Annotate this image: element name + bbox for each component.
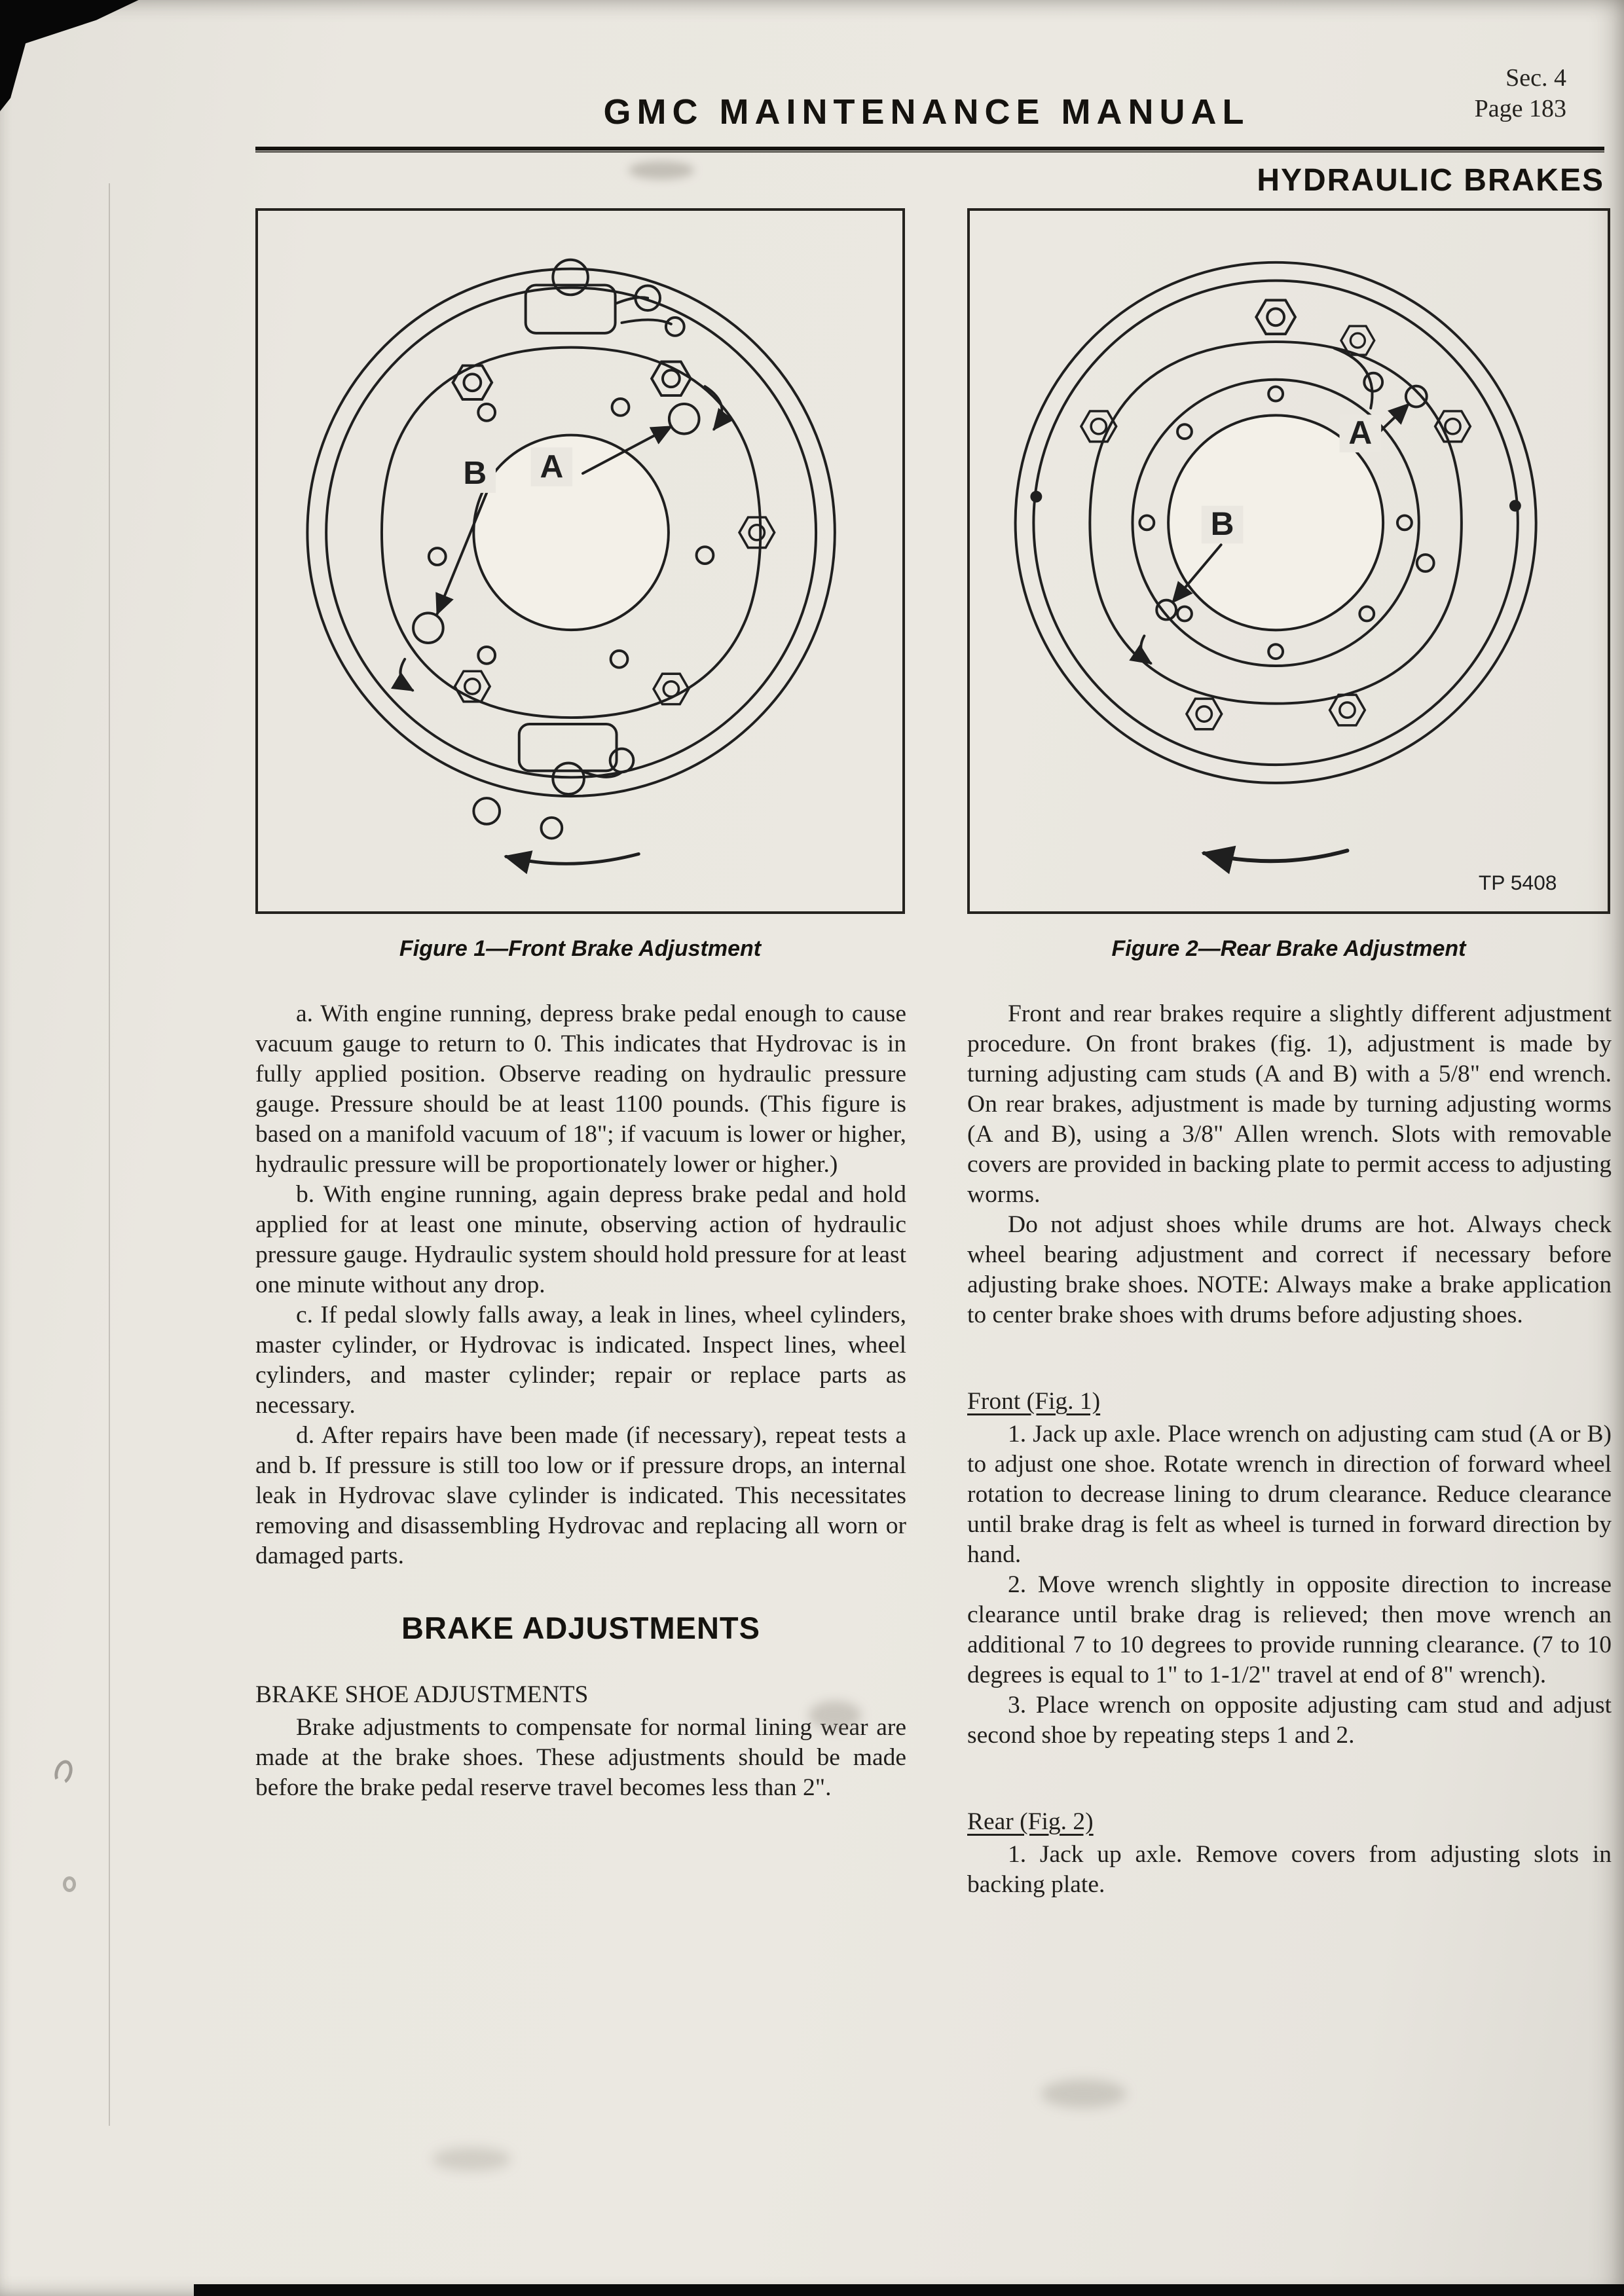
scan-smudge — [63, 1876, 76, 1892]
figure1-label-b: B — [463, 454, 487, 491]
scan-bottom-bar — [194, 2284, 1624, 2296]
scan-smudge — [52, 1758, 75, 1787]
para-intro: Front and rear brakes require a slightly different adjustment procedure. On front brakes (fig. 1), adjustment is made by turning adjusting cam studs (A and B) with a 5/8" end wrench. On rear brakes, adjustment is made by turning adjusting worms (A and B), using a 3/8" Allen wrench. Slots with removable covers are provided in backing plate to permit access to adjusting worms. — [967, 1000, 1612, 1208]
page-section-title: HYDRAULIC BRAKES — [1257, 163, 1604, 198]
scan-smudge — [432, 2147, 511, 2171]
header-rule — [255, 147, 1604, 153]
section-number: Sec. 4 — [1505, 64, 1566, 92]
para-step-d: d. After repairs have been made (if necessary), repeat tests a and b. If pressure is still too low or if pressure drops, an internal leak in Hydrovac slave cylinder is indicated. This necessitates removing and disassembling Hydrovac and replacing all worn or damaged parts. — [255, 1422, 906, 1569]
scan-smudge — [629, 161, 694, 179]
brake-adjustments-heading: BRAKE ADJUSTMENTS — [401, 1611, 760, 1645]
brake-shoe-adjustments-subheading: BRAKE SHOE ADJUSTMENTS — [255, 1681, 589, 1708]
scan-corner-mark — [0, 0, 151, 111]
left-column — [255, 999, 906, 1803]
front-fig1-heading: Front (Fig. 1) — [967, 1388, 1101, 1415]
para-step-a: a. With engine running, depress brake pedal enough to cause vacuum gauge to return to 0. This indicates that Hydrovac is in fully applied position. Observe reading on hydraulic pressure gauge. Pressure should be at least 1100 pounds. (This figure is based on a manifold vacuum of 18"; if vacuum is lower or higher, hydraulic pressure will be proportionately lower or higher.) — [255, 1000, 906, 1178]
para-brake-shoe: Brake adjustments to compensate for normal lining wear are made at the brake shoes. These adjustments should be made before the brake pedal reserve travel becomes less than 2". — [255, 1714, 906, 1801]
figure2-label-a: A — [1348, 414, 1373, 452]
rear-brake-figure — [967, 208, 1610, 914]
figure1-label-a: A — [540, 448, 564, 485]
figure1-caption: Figure 1—Front Brake Adjustment — [399, 936, 762, 961]
figure2-caption: Figure 2—Rear Brake Adjustment — [1111, 936, 1466, 961]
para-step-b: b. With engine running, again depress brake pedal and hold applied for at least one minute, observing action of hydraulic pressure gauge. Hydraulic system should hold pressure for at least one minute without any drop. — [255, 1181, 906, 1298]
rear-fig2-heading: Rear (Fig. 2) — [967, 1808, 1094, 1835]
para-warning: Do not adjust shoes while drums are hot. Always check wheel bearing adjustment and correct if necessary before adjusting brake shoes. NOTE: Always make a brake application to center brake shoes with drums before adjusting shoes. — [967, 1211, 1612, 1328]
front-brake-diagram — [258, 211, 902, 911]
rear-brake-diagram — [970, 211, 1608, 911]
manual-title: GMC MAINTENANCE MANUAL — [603, 92, 1250, 132]
figure2-plate-code: TP 5408 — [1478, 870, 1557, 894]
front-step-3: 3. Place wrench on opposite adjusting cam stud and adjust second shoe by repeating steps 1 and 2. — [967, 1692, 1612, 1749]
page-number: Page 183 — [1474, 95, 1566, 122]
right-column — [967, 999, 1612, 1900]
scan-smudge — [1041, 2079, 1126, 2108]
rear-step-1: 1. Jack up axle. Remove covers from adjusting slots in backing plate. — [967, 1841, 1612, 1898]
front-step-1: 1. Jack up axle. Place wrench on adjusting cam stud (A or B) to adjust one shoe. Rotate wrench in direction of forward wheel rotation to decrease lining to drum clearance. Reduce clearance until brake drag is felt as wheel is turned in forward direction by hand. — [967, 1421, 1612, 1568]
figure2-label-b: B — [1210, 505, 1234, 543]
scan-fold-line — [109, 183, 110, 2126]
para-step-c: c. If pedal slowly falls away, a leak in lines, wheel cylinders, master cylinder, or Hydrovac is indicated. Inspect lines, wheel cylinders, and master cylinder; repair or replace parts as necessary. — [255, 1302, 906, 1419]
front-step-2: 2. Move wrench slightly in opposite direction to increase clearance until brake drag is relieved; then move wrench an additional 7 to 10 degrees to provide running clearance. (7 to 10 degrees is equal to 1" to 1-1/2" travel at end of 8" wrench). — [967, 1571, 1612, 1688]
front-brake-figure — [255, 208, 905, 914]
